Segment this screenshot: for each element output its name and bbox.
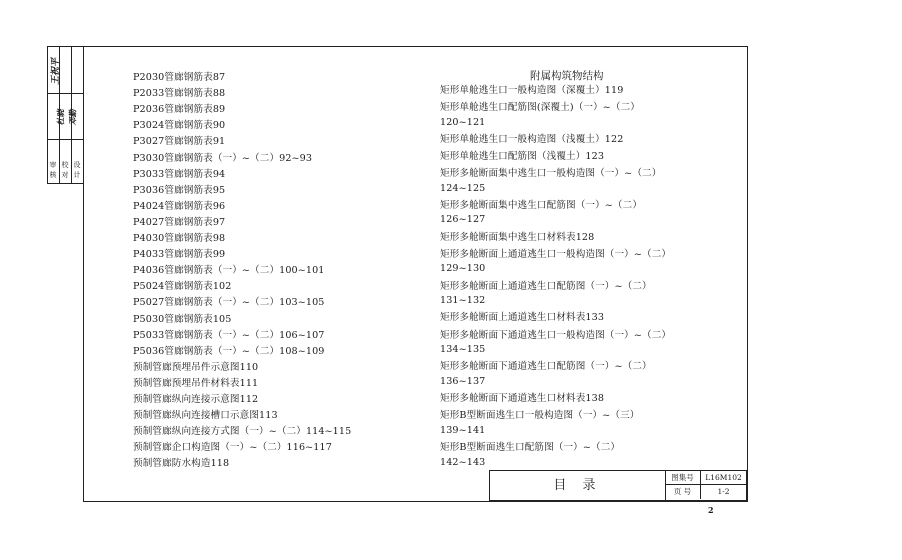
toc-entry-page: 87 <box>212 72 226 83</box>
toc-entry <box>440 248 714 262</box>
toc-entry-title: 矩形多舱断面下通道逃生口一般构造图（一）~（二） <box>440 329 672 341</box>
toc-entry-page: 119 <box>604 85 624 96</box>
toc-entry <box>440 133 714 147</box>
toc-entry-page: 134~135 <box>440 344 486 355</box>
strip-label: 校 <box>61 161 69 169</box>
toc-entry-page: 102 <box>212 281 232 293</box>
toc-entry <box>440 329 714 343</box>
toc-entry <box>133 377 391 391</box>
toc-entry-title: P5027管廊钢筋表（一）~（二） <box>133 297 280 309</box>
toc-entry <box>440 262 714 276</box>
toc-entry <box>133 71 391 85</box>
toc-entry-page: 129~130 <box>440 263 486 275</box>
toc-entry-page: 142~143 <box>440 456 486 468</box>
toc-entry-title: 矩形单舱逃生口配筋图(深覆土)（一）~（二） <box>440 102 641 114</box>
toc-entry <box>133 296 391 310</box>
toc-entry-title: 预制管廊预埋吊件材料表 <box>133 377 240 389</box>
toc-entry-page: 105 <box>212 313 232 325</box>
title-block-title: 目 录 <box>490 471 666 500</box>
toc-entry-title: 矩形多舱断面集中逃生口一般构造图（一）~（二） <box>440 168 662 180</box>
toc-entry-title: P3030管廊钢筋表（一）~（二） <box>133 152 280 164</box>
toc-entry-page: 100~101 <box>279 265 325 277</box>
toc-entry-title: 矩形单舱逃生口一般构造图（深覆土） <box>440 85 605 96</box>
toc-entry-page: 128 <box>575 231 595 243</box>
toc-entry-title: P4033管廊钢筋表 <box>133 249 213 261</box>
toc-entry <box>133 152 391 166</box>
toc-entry-page: 89 <box>212 104 226 116</box>
toc-entry-page: 131~132 <box>440 295 486 307</box>
toc-entry-page: 114~115 <box>305 426 352 438</box>
strip-label: 设 <box>73 161 81 169</box>
toc-entry <box>133 184 391 198</box>
toc-entry-page: 111 <box>239 377 259 389</box>
toc-entry <box>440 84 714 98</box>
toc-entry-title: 矩形多舱断面上通道逃生口配筋图（一）~（二） <box>440 280 652 292</box>
toc-entry <box>440 101 714 115</box>
toc-entry-title: 预制管廊防水构造 <box>133 458 211 470</box>
toc-entry-title: P5036管廊钢筋表（一）~（二） <box>133 345 280 357</box>
toc-entry <box>133 280 391 294</box>
toc-entry <box>440 280 714 294</box>
toc-entry <box>133 168 391 182</box>
toc-entry-page: 118 <box>210 458 230 470</box>
toc-entry-page: 126~127 <box>440 214 486 226</box>
toc-entry-page: 116~117 <box>286 442 332 454</box>
toc-entry-page: 103~105 <box>279 297 325 309</box>
toc-entry-page: 110 <box>239 361 259 373</box>
strip-label: 对 <box>61 171 69 179</box>
toc-entry <box>133 393 391 407</box>
toc-entry-page: 113 <box>259 410 278 422</box>
toc-entry-title: 矩形多舱断面上通道逃生口一般构造图（一）~（二） <box>440 248 672 260</box>
toc-entry-title: P5033管廊钢筋表（一）~（二） <box>133 329 280 341</box>
toc-entry-title: P2036管廊钢筋表 <box>133 104 213 116</box>
toc-entry <box>133 119 391 133</box>
toc-entry <box>440 311 714 325</box>
toc-entry <box>133 135 391 149</box>
toc-entry <box>440 199 714 213</box>
toc-entry <box>133 264 391 278</box>
toc-entry <box>133 232 391 246</box>
toc-entry-page: 122 <box>604 133 624 145</box>
toc-entry-title: 矩形多舱断面上通道逃生口材料表 <box>440 312 586 324</box>
toc-entry-page: 90 <box>212 120 226 132</box>
signature: 王祝平 <box>51 57 62 86</box>
toc-entry-title: P5024管廊钢筋表 <box>133 281 213 293</box>
toc-entry <box>440 182 714 196</box>
toc-entry <box>133 87 391 101</box>
toc-entry <box>133 329 391 343</box>
toc-entry-title: P4024管廊钢筋表 <box>133 200 213 212</box>
toc-entry-title: 矩形多舱断面下通道逃生口配筋图（一）~（二） <box>440 361 652 373</box>
toc-entry-page: 139~141 <box>440 424 486 436</box>
toc-entry <box>133 313 391 327</box>
toc-entry <box>133 457 391 471</box>
toc-entry-title: P5030管廊钢筋表 <box>133 313 213 325</box>
toc-entry-page: 88 <box>212 88 226 100</box>
toc-entry-page: 123 <box>585 151 605 162</box>
signature: 杜晓 <box>55 109 66 126</box>
toc-entry-page: 94 <box>212 168 226 180</box>
toc-entry <box>440 343 714 357</box>
toc-entry-title: 矩形多舱断面集中逃生口配筋图（一）~（二） <box>440 199 643 211</box>
atlas-label: 图集号 <box>665 471 701 485</box>
toc-entry <box>440 392 714 406</box>
toc-entry <box>440 167 714 181</box>
toc-entry-page: 97 <box>212 216 226 228</box>
toc-entry <box>133 103 391 117</box>
toc-entry-title: 预制管廊纵向连接槽口示意图 <box>133 410 260 422</box>
toc-entry-page: 133 <box>585 312 605 324</box>
toc-entry-title: 预制管廊纵向连接方式图（一）~（二） <box>133 426 306 438</box>
toc-entry <box>133 425 391 439</box>
toc-entry <box>133 200 391 214</box>
toc-entry-title: P3036管廊钢筋表 <box>133 184 213 196</box>
strip-label: 审 <box>49 161 57 169</box>
toc-entry-title: 预制管廊纵向连接示意图 <box>133 394 240 405</box>
page-label: 页 号 <box>665 485 701 499</box>
toc-entry <box>133 216 391 230</box>
toc-entry-page: 108~109 <box>279 345 325 357</box>
toc-entry <box>440 294 714 308</box>
toc-entry-page: 106~107 <box>279 329 325 341</box>
toc-entry <box>440 441 714 455</box>
atlas-value: L16M102 <box>701 471 746 485</box>
strip-label: 核 <box>49 171 57 179</box>
toc-entry <box>440 116 714 130</box>
toc-entry-title: 预制管廊企口构造图（一）~（二） <box>133 442 287 454</box>
toc-entry-title: 矩形多舱断面集中逃生口材料表 <box>440 231 576 243</box>
toc-entry-title: 矩形单舱逃生口配筋图（浅覆土） <box>440 151 586 162</box>
toc-entry-page: 96 <box>212 200 226 212</box>
toc-entry <box>133 441 391 455</box>
title-block <box>489 470 747 501</box>
toc-entry-title: 矩形B型断面逃生口一般构造图（一）~（三） <box>440 410 640 422</box>
signature: 邓勤 <box>67 109 78 126</box>
toc-entry-page: 91 <box>212 136 226 148</box>
toc-entry <box>133 248 391 262</box>
toc-entry-page: 98 <box>212 233 226 244</box>
toc-entry <box>440 360 714 374</box>
toc-entry <box>440 424 714 438</box>
strip-divider <box>48 93 83 94</box>
strip-label: 计 <box>73 171 81 179</box>
toc-entry-title: 矩形多舱断面下通道逃生口材料表 <box>440 393 586 405</box>
toc-entry-title: P3033管廊钢筋表 <box>133 168 213 180</box>
toc-entry-page: 112 <box>239 394 259 405</box>
section-heading: 附属构筑物结构 <box>530 70 604 82</box>
toc-entry-title: 预制管廊预埋吊件示意图 <box>133 361 240 373</box>
toc-entry-page: 95 <box>212 184 226 196</box>
toc-entry <box>133 345 391 359</box>
toc-entry <box>440 150 714 164</box>
toc-entry-title: P4036管廊钢筋表（一）~（二） <box>133 265 280 277</box>
toc-entry-title: P3024管廊钢筋表 <box>133 120 213 132</box>
strip-divider <box>48 139 83 140</box>
toc-entry-title: P4030管廊钢筋表 <box>133 233 213 244</box>
toc-entry <box>440 456 714 470</box>
toc-entry <box>440 231 714 245</box>
toc-entry-title: 矩形单舱逃生口一般构造图（浅覆土） <box>440 133 605 145</box>
toc-entry-page: 99 <box>212 249 226 261</box>
toc-entry-title: P2030管廊钢筋表 <box>133 72 213 83</box>
toc-entry-title: P2033管廊钢筋表 <box>133 88 213 100</box>
toc-entry-page: 138 <box>585 393 605 405</box>
toc-entry-title: P4027管廊钢筋表 <box>133 216 213 228</box>
toc-entry <box>440 409 714 423</box>
toc-entry <box>133 361 391 375</box>
toc-entry <box>133 409 391 423</box>
toc-entry <box>440 213 714 227</box>
toc-entry-title: P3027管廊钢筋表 <box>133 136 213 148</box>
toc-entry-page: 124~125 <box>440 182 486 194</box>
page-value: 1-2 <box>717 487 730 496</box>
sheet-number: 2 <box>708 505 714 515</box>
toc-entry-page: 136~137 <box>440 375 486 387</box>
toc-entry-title: 矩形B型断面逃生口配筋图（一）~（二） <box>440 442 621 453</box>
toc-entry-page: 120~121 <box>440 116 486 128</box>
toc-entry <box>440 375 714 389</box>
toc-entry-page: 92~93 <box>279 152 313 164</box>
